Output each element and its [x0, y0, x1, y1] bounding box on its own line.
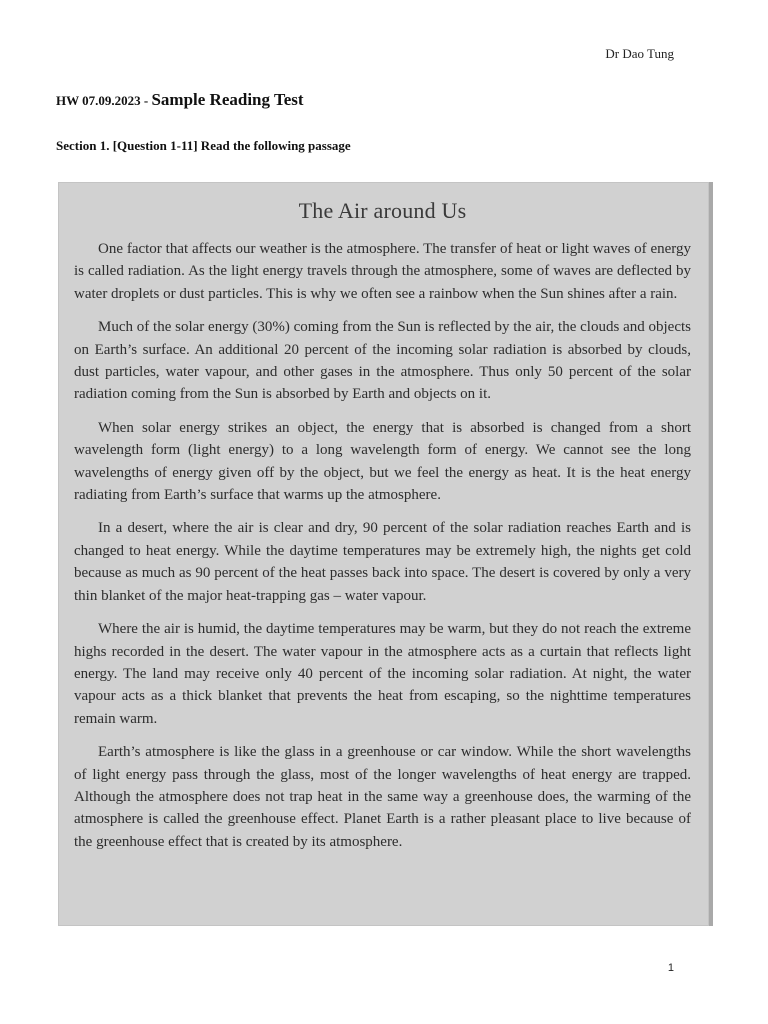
passage-title: The Air around Us — [298, 198, 467, 223]
author-name: Dr Dao Tung — [605, 46, 674, 61]
passage-paragraph-3: When solar energy strikes an object, the energy that is absorbed is changed from a short wavelength form (light energy) to a long wavelength form of energy. We cannot see the long wavelengths of energy given off by the object, but we feel the energy as heat. It is the heat energy radiating from Earth’s surface that warms up the atmosphere. — [74, 419, 691, 504]
passage-paragraph-4: In a desert, where the air is clear and dry, 90 percent of the solar radiation reaches Earth and is changed to heat energy. While the daytime temperatures may be extremely high, the nights get cold because as much as 90 percent of the heat passes back into space. The desert is covered by only a very thin blanket of the major heat-trapping gas – water vapour. — [74, 520, 691, 604]
passage-paragraph-6: Earth’s atmosphere is like the glass in a greenhouse or car window. While the short wavelengths of light energy pass through the glass, most of the longer wavelengths of heat energy are trapped. Although the atmosphere does not trap heat in the same way a greenhouse does, the warming of the atmosphere is called the greenhouse effect. Planet Earth is a rather pleasant place to live because of the greenhouse effect that is created by its atmosphere. — [74, 744, 691, 850]
passage-paragraph-2: Much of the solar energy (30%) coming from the Sun is reflected by the air, the clouds and objects on Earth’s surface. An additional 20 percent of the incoming solar radiation is absorbed by clouds, dust particles, water vapour, and other gases in the atmosphere. Thus only 50 percent of the solar radiation coming from the Sun is absorbed by Earth and objects on it. — [74, 319, 691, 403]
page-title — [56, 90, 304, 110]
test-title: Sample Reading Test — [151, 90, 304, 109]
page-number: 1 — [667, 962, 674, 974]
passage-paragraph-5: Where the air is humid, the daytime temperatures may be warm, but they do not reach the extreme highs recorded in the desert. The water vapour in the atmosphere acts as a curtain that reflects light energy. The land may receive only 40 percent of the incoming solar radiation. At night, the water vapour acts as a thick blanket that prevents the heat from escaping, so the nighttime temperatures remain warm. — [74, 621, 691, 727]
scanned-passage — [58, 182, 713, 926]
section-heading: Section 1. [Question 1-11] Read the following passage — [56, 138, 351, 153]
passage-paragraph-1: One factor that affects our weather is the atmosphere. The transfer of heat or light waves of energy is called radiation. As the light energy travels through the atmosphere, some of waves are deflected by water droplets or dust particles. This is why we often see a rainbow when the Sun shines after a rain. — [74, 241, 691, 302]
homework-date-label: HW 07.09.2023 - — [56, 93, 152, 108]
